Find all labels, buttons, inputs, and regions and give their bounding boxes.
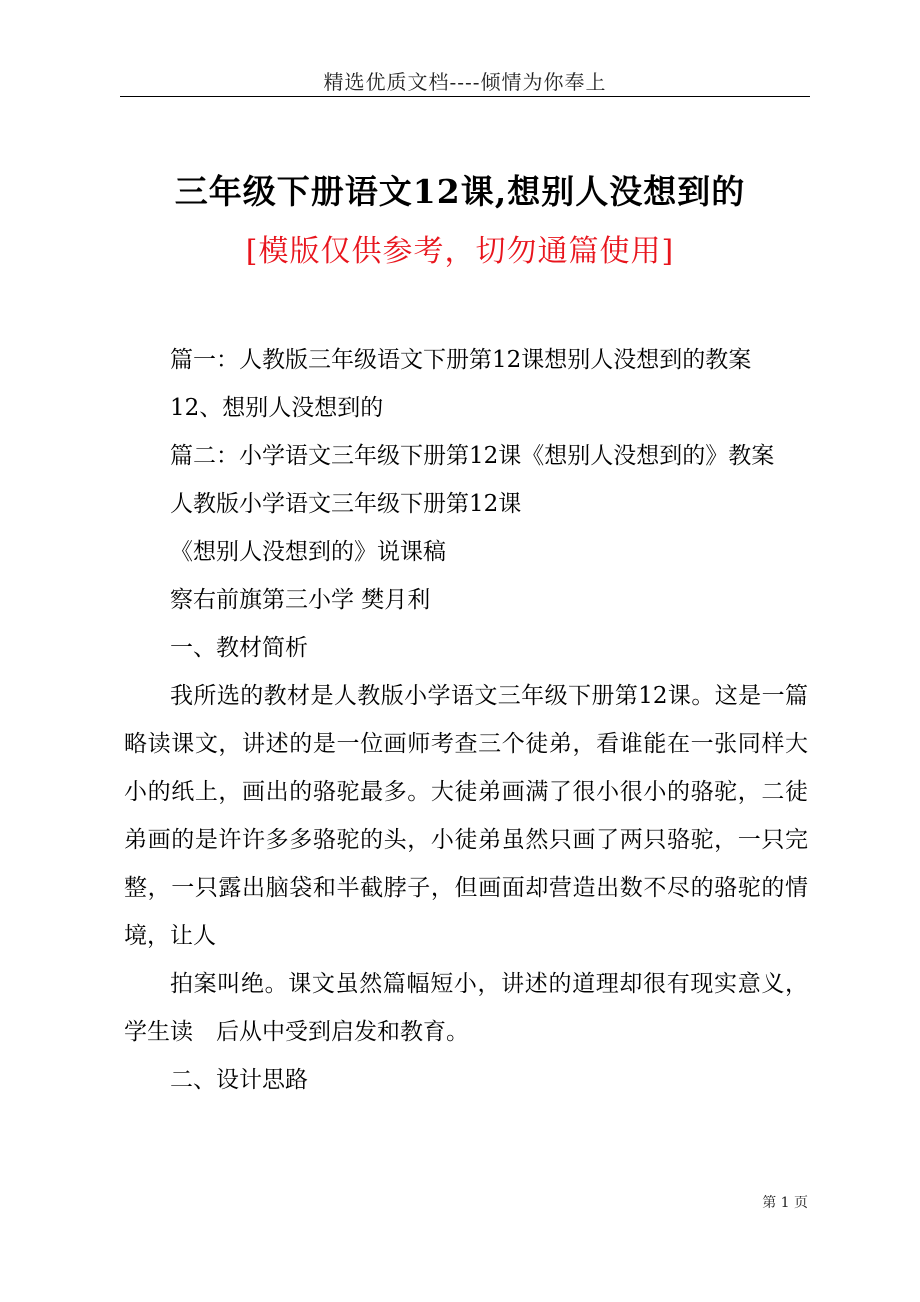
header-divider [120,96,810,97]
paragraph-section-one: 篇一：人教版三年级语文下册第12课想别人没想到的教案 [170,347,752,373]
paragraph-author: 察右前旗第三小学 樊月利 [170,587,431,613]
paragraph-textbook: 人教版小学语文三年级下册第12课 [170,491,522,517]
document-title: 三年级下册语文12课,想别人没想到的 [174,172,746,211]
paragraph-heading-analysis: 一、教材简析 [170,635,308,661]
document-body [124,336,808,1104]
paragraph-talk-title: 《想别人没想到的》说课稿 [170,539,446,565]
page-number: 第 1 页 [762,1195,808,1211]
paragraph-heading-design: 二、设计思路 [170,1067,308,1093]
paragraph-section-two: 篇二：小学语文三年级下册第12课《想别人没想到的》教案 [170,443,775,469]
paragraph-lesson-title: 12、想别人没想到的 [170,395,384,421]
page-header: 精选优质文档----倾情为你奉上 [323,70,607,94]
paragraph-analysis-body: 我所选的教材是人教版小学语文三年级下册第12课。这是一篇略读课文，讲述的是一位画师考查三个徒弟，看谁能在一张同样大小的纸上，画出的骆驼最多。大徒弟画满了很小很小的骆驼，二徒弟画的是许许多多骆驼的头，小徒弟虽然只画了两只骆驼，一只完整，一只露出脑袋和半截脖子，但画面却营造出数不尽的骆驼的情境，让人 [124,683,808,949]
paragraph-analysis-continued: 拍案叫绝。课文虽然篇幅短小，讲述的道理却很有现实意义，学生读 后从中受到启发和教育。 [124,971,808,1045]
template-notice: [模版仅供参考，切勿通篇使用] [245,234,675,269]
